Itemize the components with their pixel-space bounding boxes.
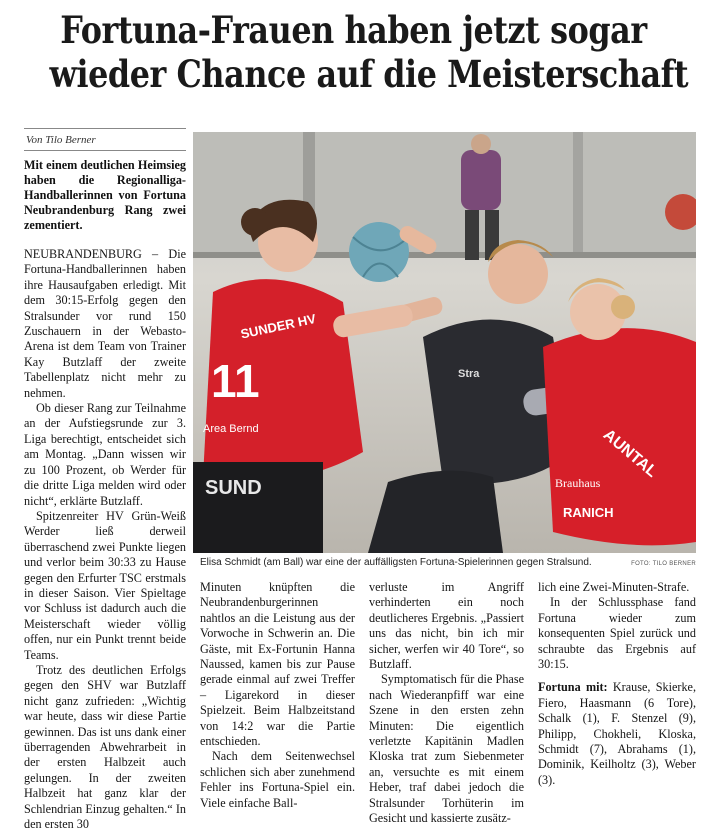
handball-scene-image [193,132,696,553]
article-column-2 [200,580,355,811]
lead-paragraph: Mit einem deutlichen Heimsieg haben die Regionalliga-Handballerinnen von Fortuna Neubrandenburg Rang zwei zementiert. [24,158,186,232]
photo-credit: FOTO: TILO BERNER [631,561,696,567]
paragraph: Trotz des deutlichen Erfolgs gegen den SHV war Butzlaff nicht ganz zufrieden: „Wichtig war heute, dass wir diese Partie gewinnen. Das ist uns dank einer überragenden Abwehrarbeit in der ersten Halbzeit auch gelungen. In der zweiten Halbzeit hat ganz klar der Schlendrian Einzug gehalten.“ In den ersten 30 [24,662,186,832]
shorts-text: SUND [205,477,262,499]
jersey-right-text: AUNTAL [599,426,661,481]
article-column-1 [24,247,186,832]
article-photo [193,132,696,553]
jersey-left-sponsor: Area Bernd [203,423,259,435]
jersey-center-text: Stra [458,368,480,380]
paragraph: Spitzenreiter HV Grün-Weiß Werder ließ derweil überraschend zwei Punkte liegen und verlor beim 30:33 zu Hause gegen den Erfurter TSC erstmals in dieser Saison. Vier Spieltage vor Schluss ist dadurch auch die Meisterschaft wieder völlig offen, nur ein Punkt trennt beide Teams. [24,508,186,662]
paragraph: NEUBRANDENBURG – Die Fortuna-Handballerinnen haben ihre Hausaufgaben erledigt. Mit dem 30:15-Erfolg gegen den Stralsunder vor rund 150 Zuschauern in der Webasto-Arena ist dem Team von Trainer Kay Butzlaff der zweite Tabellenplatz nicht mehr zu nehmen. [24,247,186,400]
headline-line-1: Fortuna-Frauen haben jetzt sogar [60,8,647,52]
paragraph: In der Schlussphase fand Fortuna wieder zum konsequenten Spiel zurück und schraubte das Ergebnis auf 30:15. [538,595,696,672]
jersey-left-text: SUNDER HV [239,310,318,342]
byline: Von Tilo Berner [26,134,96,146]
lineup-label: Fortuna mit: [538,680,608,695]
article-column-4 [538,580,696,788]
paragraph: Minuten knüpften die Neubrandenburgerinnen nahtlos an die Leistung aus der Vorwoche in Schwerin an. Die Gäste, mit Ex-Fortunin Hanna Naussed, kamen bis zur Pause gerade einmal auf zwei Treffer – Ligarekord in dieser Spielzeit. Beim Halbzeitstand von 14:2 war die Partie entschieden. [200,580,355,749]
jersey-left-number: 11 [211,355,260,407]
lineup-paragraph [538,680,696,788]
byline-rule-bottom [24,150,186,151]
lineup-text: Krause, Skierke, Fiero, Haasmann (6 Tore), Schalk (1), F. Stenzel (9), Philipp, Chokheli, Kloska, Schmidt (7), Abrahams (1), Dominik, Keilholtz (3), Weber (3). [538,680,696,787]
article-column-3 [369,580,524,827]
byline-rule-top [24,128,186,129]
paragraph: Symptomatisch für die Phase nach Wiederanpfiff war eine Szene in den ersten zehn Minuten: Die eigentlich verletzte Kapitänin Madlen Kloska trat zum Siebenmeter an, versuchte es mit einem Heber, traf dabei jedoch die Stralsunder Torhüterin im Gesicht und kassierte zusätz- [369,672,524,826]
photo-caption: Elisa Schmidt (am Ball) war eine der auffälligsten Fortuna-Spielerinnen gegen Stralsund. [200,557,592,568]
jersey-right-sponsor-2: RANICH [563,505,614,520]
paragraph: lich eine Zwei-Minuten-Strafe. [538,580,690,594]
headline-line-2: wieder Chance auf die Meisterschaft [49,52,689,96]
jersey-right-sponsor: Brauhaus [555,476,601,490]
paragraph: Nach dem Seitenwechsel schlichen sich aber zunehmend Fehler ins Fortuna-Spiel ein. Viele einfache Ball- [200,749,355,810]
headline [49,8,689,96]
paragraph: Ob dieser Rang zur Teilnahme an der Aufstiegsrunde zur 3. Liga berechtigt, entscheidet sich am Montag. „Dann wissen wir zu 100 Prozent, ob Werder für die dritte Liga melden wird oder nicht“, erklärte Butzlaff. [24,401,186,508]
photo-caption-row [200,557,696,568]
paragraph: verluste im Angriff verhinderten ein noch deutlicheres Ergebnis. „Passiert uns das nicht, bin ich mir sicher, werfen wir 40 Tore“, so Butzlaff. [369,580,524,672]
